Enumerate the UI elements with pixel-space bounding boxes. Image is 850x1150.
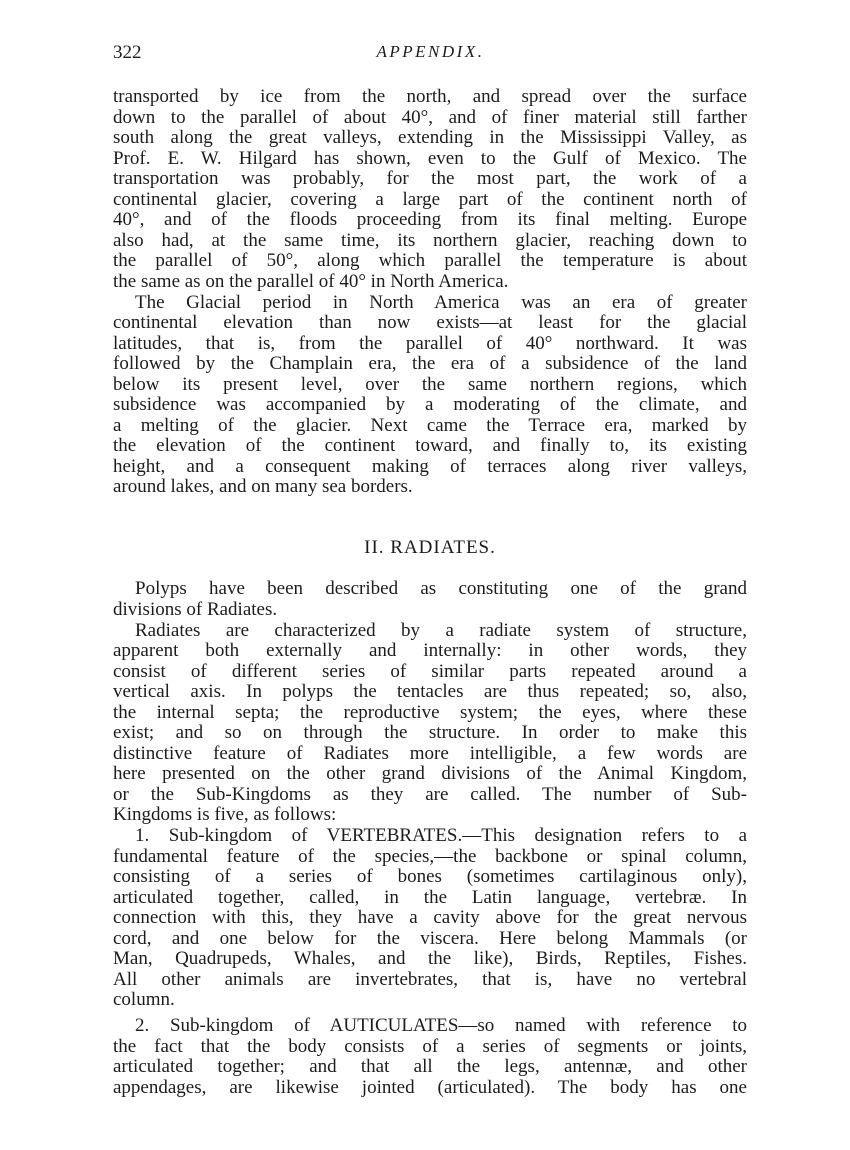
text-line: height, and a consequent making of terraces along river valleys, — [113, 456, 747, 477]
text-line: followed by the Champlain era, the era of a subsidence of the land — [113, 353, 747, 374]
text-line: Radiates are characterized by a radiate system of structure, — [135, 620, 747, 641]
text-line: the same as on the parallel of 40° in North America. — [113, 271, 509, 292]
text-line: subsidence was accompanied by a moderating of the climate, and — [113, 394, 747, 415]
text-line: transportation was probably, for the most part, the work of a — [113, 168, 747, 189]
text-line: The Glacial period in North America was an era of greater — [135, 292, 747, 313]
text-line: down to the parallel of about 40°, and of finer material still farther — [113, 107, 747, 128]
text-line: divisions of Radiates. — [113, 599, 278, 620]
text-line: the fact that the body consists of a series of segments or joints, — [113, 1036, 747, 1057]
text-line: appendages, are likewise jointed (articulated). The body has one — [113, 1077, 747, 1098]
text-line: cord, and one below for the viscera. Here belong Mammals (or — [113, 928, 747, 949]
text-line: All other animals are invertebrates, that is, have no vertebral — [113, 969, 747, 990]
text-line: vertical axis. In polyps the tentacles are thus repeated; so, also, — [113, 681, 747, 702]
text-line: articulated together, called, in the Latin language, vertebræ. In — [113, 887, 747, 908]
text-line: 2. Sub-kingdom of AUTICULATES—so named with reference to — [135, 1015, 747, 1036]
text-line: below its present level, over the same northern regions, which — [113, 374, 747, 395]
text-line: or the Sub-Kingdoms as they are called. The number of Sub- — [113, 784, 747, 805]
text-line: fundamental feature of the species,—the backbone or spinal column, — [113, 846, 747, 867]
text-line: consisting of a series of bones (sometimes cartilaginous only), — [113, 866, 747, 887]
text-line: the internal septa; the reproductive system; the eyes, where these — [113, 702, 747, 723]
text-line: connection with this, they have a cavity above for the great nervous — [113, 907, 747, 928]
text-line: also had, at the same time, its northern glacier, reaching down to — [113, 230, 747, 251]
text-line: the elevation of the continent toward, and finally to, its existing — [113, 435, 747, 456]
page-number: 322 — [113, 42, 142, 63]
section-heading: II. RADIATES. — [364, 537, 496, 558]
text-line: 40°, and of the floods proceeding from its final melting. Europe — [113, 209, 747, 230]
text-line: around lakes, and on many sea borders. — [113, 476, 413, 497]
text-line: continental glacier, covering a large part of the continent north of — [113, 189, 747, 210]
text-line: exist; and so on through the structure. In order to make this — [113, 722, 747, 743]
text-line: distinctive feature of Radiates more intelligible, a few words are — [113, 743, 747, 764]
text-line: Polyps have been described as constituting one of the grand — [135, 578, 747, 599]
text-line: south along the great valleys, extending in the Mississippi Valley, as — [113, 127, 747, 148]
text-line: Kingdoms is five, as follows: — [113, 804, 337, 825]
text-line: Prof. E. W. Hilgard has shown, even to the Gulf of Mexico. The — [113, 148, 747, 169]
text-line: column. — [113, 989, 175, 1010]
text-line: consist of different series of similar parts repeated around a — [113, 661, 747, 682]
text-line: articulated together; and that all the legs, antennæ, and other — [113, 1056, 747, 1077]
text-line: here presented on the other grand divisions of the Animal Kingdom, — [113, 763, 747, 784]
text-line: a melting of the glacier. Next came the Terrace era, marked by — [113, 415, 747, 436]
text-line: continental elevation than now exists—at least for the glacial — [113, 312, 747, 333]
page-header — [113, 42, 748, 70]
text-line: 1. Sub-kingdom of VERTEBRATES.—This designation refers to a — [135, 825, 747, 846]
text-line: the parallel of 50°, along which parallel the temperature is about — [113, 250, 747, 271]
text-line: apparent both externally and internally: in other words, they — [113, 640, 747, 661]
running-head: APPENDIX. — [376, 42, 485, 61]
text-line: Man, Quadrupeds, Whales, and the like), Birds, Reptiles, Fishes. — [113, 948, 747, 969]
text-line: latitudes, that is, from the parallel of 40° northward. It was — [113, 333, 747, 354]
text-line: transported by ice from the north, and spread over the surface — [113, 86, 747, 107]
